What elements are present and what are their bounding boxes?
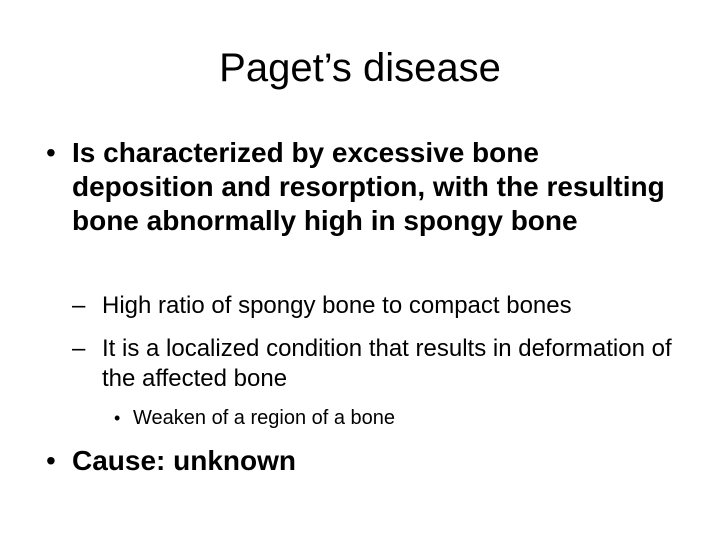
bullet-text: Is characterized by excessive bone deposition and resorption, with the resulting bone abnormally high in spongy bone — [72, 137, 665, 236]
bullet-marker: • — [46, 445, 56, 476]
sub-sub-bullet-item-weaken — [114, 406, 673, 430]
slide-title: Paget’s disease — [219, 46, 501, 90]
sub-bullet-text: It is a localized condition that results in deformation of the affected bone — [102, 335, 672, 392]
bullet-marker: • — [46, 137, 56, 168]
bullet-marker: • — [114, 408, 121, 428]
sub-bullet-text: High ratio of spongy bone to compact bones — [102, 292, 572, 319]
sub-bullet-item-ratio — [72, 291, 672, 321]
dash-marker: – — [72, 335, 86, 362]
bullet-item-cause — [46, 444, 672, 478]
dash-marker: – — [72, 292, 86, 319]
bullet-text: Cause: unknown — [72, 445, 297, 476]
sub-bullet-item-localized — [72, 334, 672, 394]
sub-sub-bullet-text: Weaken of a region of a bone — [133, 407, 396, 429]
bullet-item-definition — [46, 136, 672, 238]
